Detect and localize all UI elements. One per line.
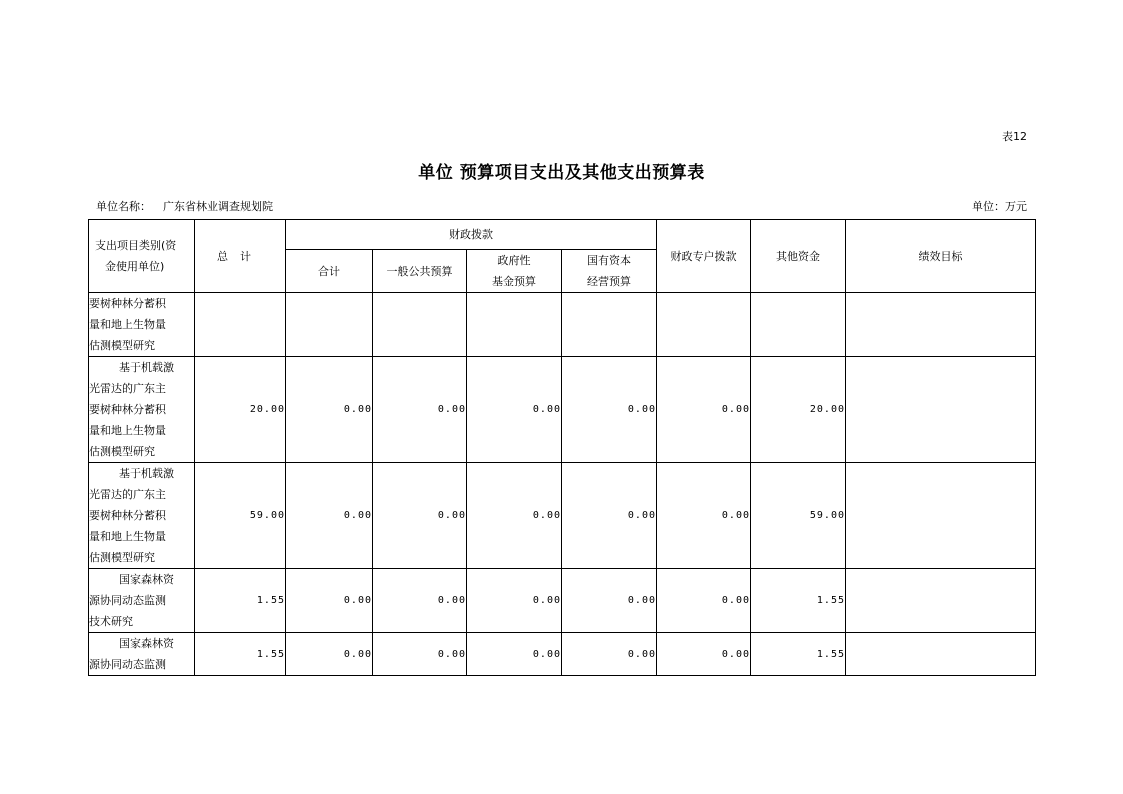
performance-goal-cell [846, 569, 1036, 633]
state-capital-cell: 0.00 [562, 569, 657, 633]
project-name-line: 量和地上生物量 [89, 318, 166, 331]
project-name-line: 要树种林分蓄积 [89, 403, 166, 416]
fiscal-special-cell: 0.00 [657, 463, 751, 569]
performance-goal-cell [846, 357, 1036, 463]
header-subtotal: 合计 [286, 250, 373, 293]
project-name-line: 源协同动态监测 [89, 658, 166, 671]
subtotal-cell: 0.00 [286, 357, 373, 463]
fiscal-special-cell: 0.00 [657, 357, 751, 463]
subtotal-cell: 0.00 [286, 633, 373, 676]
other-funds-cell: 1.55 [751, 569, 846, 633]
fiscal-special-cell [657, 293, 751, 357]
project-name-line: 量和地上生物量 [89, 424, 166, 437]
subtotal-cell: 0.00 [286, 463, 373, 569]
table-row [89, 293, 1036, 357]
project-name-line: 国家森林资 [119, 573, 174, 586]
project-name-line: 国家森林资 [119, 637, 174, 650]
project-name-line: 基于机载激 [119, 467, 174, 480]
state-capital-cell: 0.00 [562, 633, 657, 676]
fiscal-special-cell: 0.00 [657, 633, 751, 676]
total-cell [195, 293, 286, 357]
total-cell: 1.55 [195, 633, 286, 676]
other-funds-cell: 20.00 [751, 357, 846, 463]
general-public-cell: 0.00 [373, 357, 467, 463]
project-name-cell [89, 569, 195, 633]
project-name-line: 技术研究 [89, 615, 133, 628]
project-name-line: 要树种林分蓄积 [89, 297, 166, 310]
unit-name-value: 广东省林业调查规划院 [163, 200, 273, 213]
budget-table [88, 219, 1036, 676]
table-row [89, 357, 1036, 463]
gov-fund-cell: 0.00 [467, 569, 562, 633]
project-name-line: 量和地上生物量 [89, 530, 166, 543]
other-funds-cell: 1.55 [751, 633, 846, 676]
table-row [89, 633, 1036, 676]
performance-goal-cell [846, 293, 1036, 357]
gov-fund-cell [467, 293, 562, 357]
header-state-capital [562, 250, 657, 293]
page-title: 单位 预算项目支出及其他支出预算表 [418, 163, 705, 183]
other-funds-cell [751, 293, 846, 357]
table-row [89, 463, 1036, 569]
header-state-capital-line2: 经营预算 [587, 275, 631, 288]
gov-fund-cell: 0.00 [467, 633, 562, 676]
header-performance-goal: 绩效目标 [846, 220, 1036, 293]
total-cell: 20.00 [195, 357, 286, 463]
currency-unit: 单位：万元 [972, 200, 1027, 213]
general-public-cell: 0.00 [373, 633, 467, 676]
header-other-funds: 其他资金 [751, 220, 846, 293]
header-general-public: 一般公共预算 [373, 250, 467, 293]
project-name-line: 估测模型研究 [89, 339, 155, 352]
general-public-cell: 0.00 [373, 569, 467, 633]
project-name-line: 光雷达的广东主 [89, 382, 166, 395]
table-number: 表12 [1002, 130, 1027, 143]
state-capital-cell [562, 293, 657, 357]
other-funds-cell: 59.00 [751, 463, 846, 569]
general-public-cell: 0.00 [373, 463, 467, 569]
unit-name-label: 单位名称： [96, 200, 151, 213]
unit-name [96, 198, 273, 214]
header-state-capital-line1: 国有资本 [587, 254, 631, 267]
performance-goal-cell [846, 633, 1036, 676]
fiscal-special-cell: 0.00 [657, 569, 751, 633]
subtotal-cell [286, 293, 373, 357]
project-name-cell [89, 357, 195, 463]
gov-fund-cell: 0.00 [467, 357, 562, 463]
header-fiscal-special: 财政专户拨款 [657, 220, 751, 293]
gov-fund-cell: 0.00 [467, 463, 562, 569]
project-name-line: 要树种林分蓄积 [89, 509, 166, 522]
total-cell: 1.55 [195, 569, 286, 633]
project-name-line: 光雷达的广东主 [89, 488, 166, 501]
header-category [89, 220, 195, 293]
state-capital-cell: 0.00 [562, 463, 657, 569]
performance-goal-cell [846, 463, 1036, 569]
project-name-line: 基于机载激 [119, 361, 174, 374]
project-name-cell [89, 633, 195, 676]
header-gov-fund-line2: 基金预算 [492, 275, 536, 288]
subtotal-cell: 0.00 [286, 569, 373, 633]
header-gov-fund-line1: 政府性 [497, 254, 531, 267]
total-cell: 59.00 [195, 463, 286, 569]
header-fiscal: 财政拨款 [286, 220, 657, 250]
project-name-cell [89, 293, 195, 357]
project-name-line: 估测模型研究 [89, 551, 155, 564]
header-gov-fund [467, 250, 562, 293]
header-category-line2: 金使用单位) [105, 260, 165, 273]
header-total: 总计 [195, 220, 286, 293]
state-capital-cell: 0.00 [562, 357, 657, 463]
general-public-cell [373, 293, 467, 357]
header-category-line1: 支出项目类别(资 [95, 239, 177, 252]
table-row [89, 569, 1036, 633]
project-name-cell [89, 463, 195, 569]
project-name-line: 估测模型研究 [89, 445, 155, 458]
project-name-line: 源协同动态监测 [89, 594, 166, 607]
